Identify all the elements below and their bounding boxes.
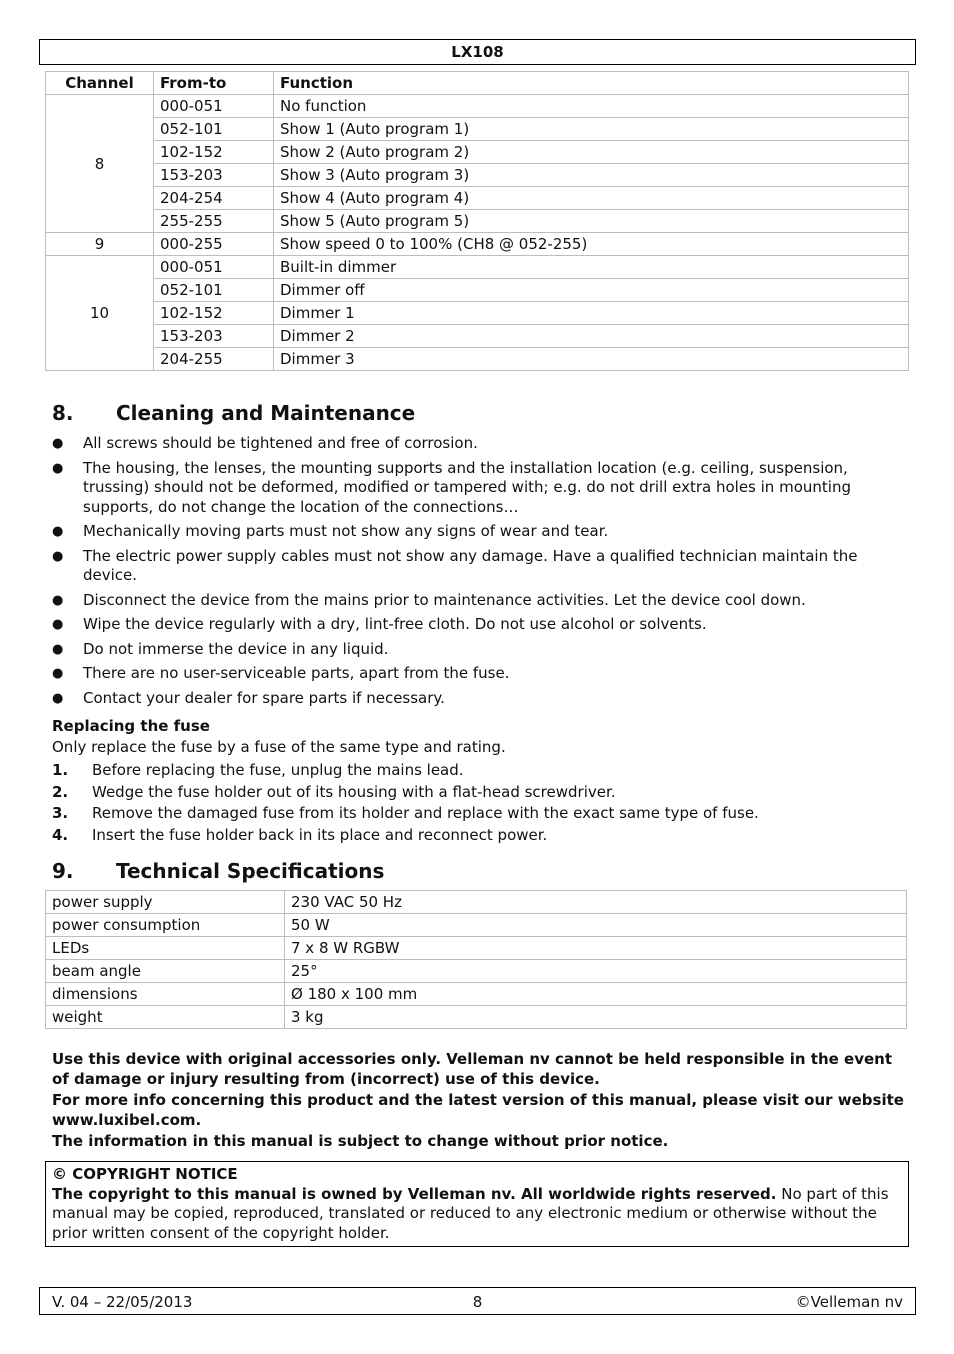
list-item-text: All screws should be tightened and free of corrosion.	[83, 434, 478, 452]
channel-cell: 10	[46, 256, 154, 371]
spec-label: dimensions	[46, 983, 285, 1006]
list-item-text: Mechanically moving parts must not show any signs of wear and tear.	[83, 522, 609, 540]
footer-owner: ©Velleman nv	[795, 1293, 903, 1311]
column-header-from-to: From-to	[154, 72, 274, 95]
specifications-table	[45, 890, 907, 1029]
bullet-icon: ●	[52, 592, 64, 608]
channel-cell: 8	[46, 95, 154, 233]
spec-value: 7 x 8 W RGBW	[285, 937, 907, 960]
column-header-channel: Channel	[46, 72, 154, 95]
range-cell: 204-255	[154, 348, 274, 371]
table-row	[46, 983, 907, 1006]
step-text: Insert the fuse holder back in its place and reconnect power.	[92, 825, 548, 844]
footer-page-number: 8	[472, 1293, 483, 1311]
function-cell: Show 4 (Auto program 4)	[274, 187, 909, 210]
spec-label: LEDs	[46, 937, 285, 960]
copyright-text	[52, 1185, 902, 1244]
range-cell: 052-101	[154, 279, 274, 302]
range-cell: 153-203	[154, 164, 274, 187]
table-row	[46, 279, 909, 302]
spec-value: 230 VAC 50 Hz	[285, 891, 907, 914]
range-cell: 000-051	[154, 95, 274, 118]
channel-cell: 9	[46, 233, 154, 256]
column-header-function: Function	[274, 72, 909, 95]
range-cell: 102-152	[154, 141, 274, 164]
range-cell: 052-101	[154, 118, 274, 141]
section-title: Cleaning and Maintenance	[116, 401, 416, 425]
range-cell: 255-255	[154, 210, 274, 233]
bullet-icon: ●	[52, 641, 64, 657]
step-item	[52, 782, 912, 804]
range-cell: 204-254	[154, 187, 274, 210]
list-item-text: Wipe the device regularly with a dry, lint-free cloth. Do not use alcohol or solvents.	[83, 615, 707, 633]
table-row	[46, 891, 907, 914]
copyright-notice-box	[45, 1161, 909, 1247]
bullet-icon: ●	[52, 666, 64, 681]
spec-label: power consumption	[46, 914, 285, 937]
section-number: 9.	[52, 859, 74, 883]
bullet-icon: ●	[52, 548, 64, 564]
notice-change: The information in this manual is subject to change without prior notice.	[52, 1132, 669, 1150]
step-item	[52, 825, 912, 847]
function-cell: Dimmer 3	[274, 348, 909, 371]
spec-label: weight	[46, 1006, 285, 1029]
table-row	[46, 348, 909, 371]
table-row	[46, 141, 909, 164]
spec-value: 50 W	[285, 914, 907, 937]
bullet-icon: ●	[52, 460, 64, 476]
section-number: 8.	[52, 401, 74, 425]
function-cell: Show 3 (Auto program 3)	[274, 164, 909, 187]
function-cell: Built-in dimmer	[274, 256, 909, 279]
function-cell: Dimmer off	[274, 279, 909, 302]
list-item	[52, 522, 912, 542]
range-cell: 000-255	[154, 233, 274, 256]
bullet-icon: ●	[52, 617, 64, 632]
table-row	[46, 1006, 907, 1029]
copyright-body-text: No part of this manual may be copied, reproduced, translated or reduced to any electronic medium or otherwise without the prior written consent of the copyright holder.	[52, 1184, 889, 1242]
function-cell: Show 1 (Auto program 1)	[274, 118, 909, 141]
bullet-icon: ●	[52, 436, 64, 451]
table-row	[46, 302, 909, 325]
function-cell: Dimmer 2	[274, 325, 909, 348]
function-cell: Show speed 0 to 100% (CH8 @ 052-255)	[274, 233, 909, 256]
list-item	[52, 689, 912, 709]
copyright-bold-text: The copyright to this manual is owned by Velleman nv. All worldwide rights reserved.	[52, 1184, 777, 1203]
step-text: Before replacing the fuse, unplug the mains lead.	[92, 761, 464, 779]
list-item-text: Disconnect the device from the mains prior to maintenance activities. Let the device cool down.	[83, 590, 806, 609]
notice-accessories: Use this device with original accessories only. Velleman nv cannot be held responsible in the event of damage or injury resulting from (incorrect) use of this device.	[52, 1050, 892, 1088]
fuse-intro: Only replace the fuse by a fuse of the same type and rating.	[52, 738, 506, 756]
step-number: 3.	[52, 804, 69, 823]
table-row	[46, 164, 909, 187]
step-item	[52, 803, 912, 825]
list-item-text: There are no user-serviceable parts, apart from the fuse.	[83, 664, 510, 682]
fuse-steps-list	[52, 760, 912, 846]
fuse-heading: Replacing the fuse	[52, 717, 210, 735]
table-row	[46, 937, 907, 960]
list-item	[52, 434, 912, 454]
spec-label: beam angle	[46, 960, 285, 983]
list-item-text: The electric power supply cables must not show any damage. Have a qualified technician maintain the device.	[83, 546, 858, 584]
table-header-row	[46, 72, 909, 95]
list-item-text: Do not immerse the device in any liquid.	[83, 639, 389, 658]
step-number: 2.	[52, 782, 69, 801]
spec-value: 25°	[285, 960, 907, 983]
list-item	[52, 640, 912, 660]
notice-more-info: For more info concerning this product and the latest version of this manual, please visit our website www.luxibel.com.	[52, 1091, 904, 1129]
document-title: LX108	[451, 43, 504, 61]
footer-version: V. 04 – 22/05/2013	[52, 1293, 193, 1311]
function-cell: Show 2 (Auto program 2)	[274, 141, 909, 164]
function-cell: Dimmer 1	[274, 302, 909, 325]
document-footer	[39, 1287, 916, 1315]
function-cell: Show 5 (Auto program 5)	[274, 210, 909, 233]
step-text: Wedge the fuse holder out of its housing with a flat-head screwdriver.	[92, 782, 616, 801]
list-item-text: Contact your dealer for spare parts if necessary.	[83, 688, 445, 707]
list-item	[52, 591, 912, 611]
table-row	[46, 325, 909, 348]
spec-label: power supply	[46, 891, 285, 914]
maintenance-list	[52, 434, 912, 713]
spec-value: 3 kg	[285, 1006, 907, 1029]
copyright-heading: © COPYRIGHT NOTICE	[52, 1165, 238, 1183]
range-cell: 153-203	[154, 325, 274, 348]
function-cell: No function	[274, 95, 909, 118]
step-number: 1.	[52, 761, 69, 779]
spec-value: Ø 180 x 100 mm	[285, 983, 907, 1006]
step-text: Remove the damaged fuse from its holder and replace with the exact same type of fuse.	[92, 804, 759, 823]
table-row	[46, 256, 909, 279]
table-row	[46, 118, 909, 141]
table-row	[46, 187, 909, 210]
section-title: Technical Specifications	[116, 859, 385, 883]
bullet-icon: ●	[52, 690, 64, 706]
list-item	[52, 547, 912, 586]
list-item-text: The housing, the lenses, the mounting supports and the installation location (e.g. ceiling, suspension, trussing) should not be deformed, modified or tampered with; e.g. do not drill extra holes in mounting supports, do not change the location of the connections…	[83, 458, 851, 516]
table-row	[46, 210, 909, 233]
table-row	[46, 960, 907, 983]
list-item	[52, 664, 912, 684]
step-item	[52, 760, 912, 782]
dmx-channel-table	[45, 71, 909, 371]
table-row	[46, 95, 909, 118]
table-row	[46, 914, 907, 937]
step-number: 4.	[52, 825, 69, 844]
section-9-heading	[52, 859, 384, 883]
list-item	[52, 459, 912, 518]
list-item	[52, 615, 912, 635]
document-header	[39, 39, 916, 65]
section-8-heading	[52, 401, 415, 425]
table-row	[46, 233, 909, 256]
range-cell: 102-152	[154, 302, 274, 325]
range-cell: 000-051	[154, 256, 274, 279]
bullet-icon: ●	[52, 524, 64, 539]
